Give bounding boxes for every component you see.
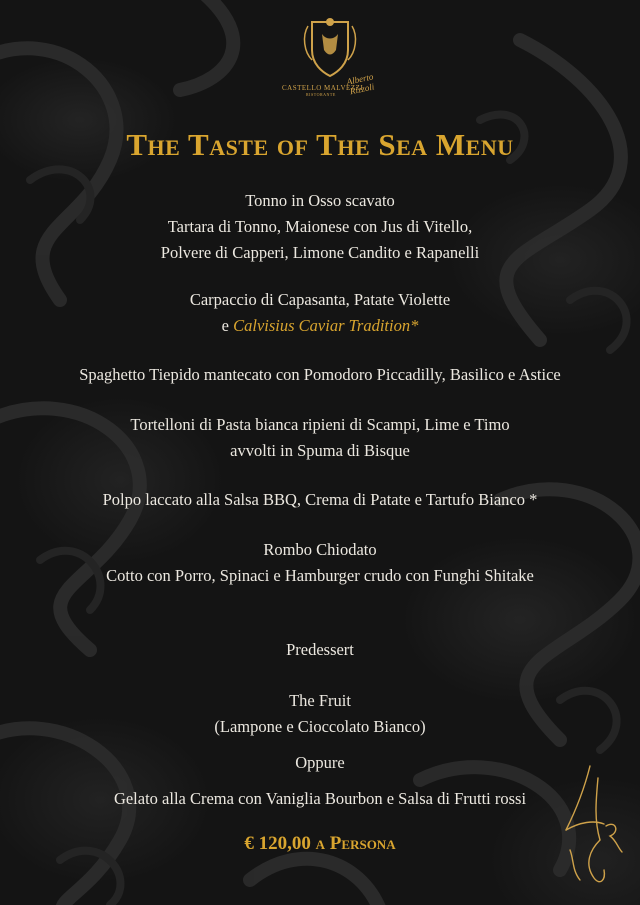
dessert-fruit-desc: (Lampone e Cioccolato Bianco) [214, 717, 426, 736]
predessert-heading [0, 637, 640, 663]
signature-monogram-icon [560, 760, 624, 900]
predessert-label: Predessert [286, 640, 354, 659]
course-2-prefix: e [221, 316, 234, 335]
menu-price: € 120,00 a Persona [244, 833, 396, 854]
course-1 [0, 188, 640, 266]
menu-title: The Taste of The Sea Menu [126, 127, 514, 162]
logo-brand: CASTELLO MALVEZZI [282, 84, 364, 92]
logo-subtitle: RISTORANTE [306, 92, 336, 97]
course-4-line-1: Tortelloni di Pasta bianca ripieni di Scampi, Lime e Timo [130, 415, 510, 434]
dessert-or [0, 750, 640, 776]
course-6 [0, 537, 640, 589]
course-2-line-1: Carpaccio di Capasanta, Patate Violette [189, 290, 451, 309]
course-1-line-1: Tonno in Osso scavato [245, 191, 395, 210]
restaurant-logo [280, 16, 380, 108]
course-6-line-2: Cotto con Porro, Spinaci e Hamburger crudo con Funghi Shitake [106, 566, 534, 585]
dessert-fruit [0, 688, 640, 740]
course-2 [0, 287, 640, 339]
crest-icon [300, 16, 360, 78]
course-6-line-1: Rombo Chiodato [263, 540, 377, 559]
course-4-line-2: avvolti in Spuma di Bisque [230, 441, 410, 460]
dessert-fruit-name: The Fruit [289, 691, 351, 710]
course-2-line-2 [0, 313, 640, 339]
course-5 [0, 487, 640, 513]
logo-signature: Alberto Rizzoli [345, 71, 376, 97]
course-1-line-2: Tartara di Tonno, Maionese con Jus di Vitello, [167, 217, 473, 236]
dessert-gelato-label: Gelato alla Crema con Vaniglia Bourbon e Salsa di Frutti rossi [113, 789, 527, 808]
caviar-highlight: Calvisius Caviar Tradition* [233, 316, 419, 335]
course-3-line-1: Spaghetto Tiepido mantecato con Pomodoro Piccadilly, Basilico e Astice [79, 365, 561, 384]
course-4 [0, 412, 640, 464]
dessert-gelato [0, 786, 640, 812]
dessert-or-label: Oppure [295, 753, 345, 772]
course-1-line-3: Polvere di Capperi, Limone Candito e Rapanelli [160, 243, 480, 262]
course-5-line-1: Polpo laccato alla Salsa BBQ, Crema di Patate e Tartufo Bianco * [102, 490, 538, 509]
course-3 [0, 362, 640, 388]
